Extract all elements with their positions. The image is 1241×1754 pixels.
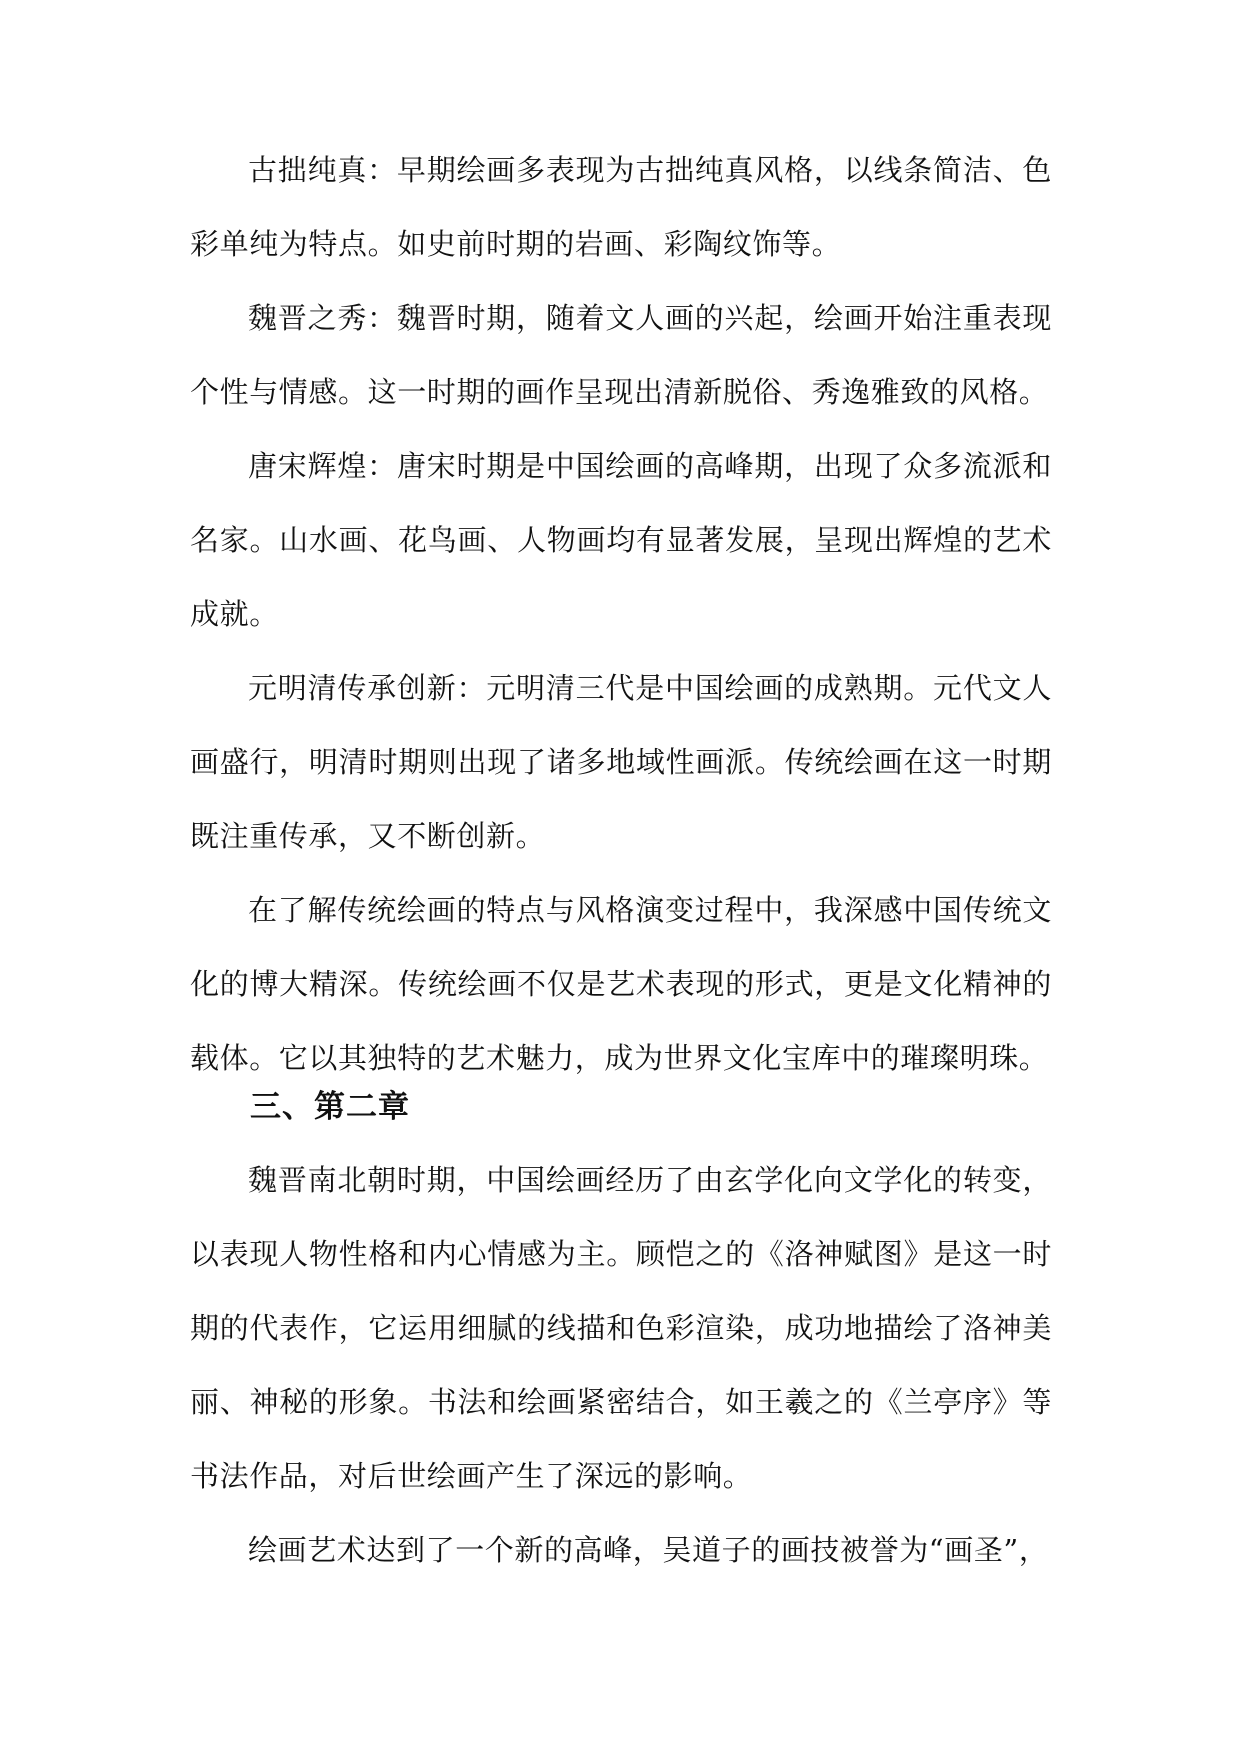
chapter-heading: 三、第二章 bbox=[250, 1089, 410, 1125]
paragraph-painting-peak: 绘画艺术达到了一个新的高峰，吴道子的画技被誉为“画圣”， bbox=[248, 1533, 1049, 1567]
section-two-body bbox=[190, 1143, 1052, 1587]
paragraph-wei-jin-style: 魏晋之秀：魏晋时期，随着文人画的兴起，绘画开始注重表现个性与情感。这一时期的画作呈现出清新脱俗、秀逸雅致的风格。 bbox=[190, 301, 1052, 409]
section-one-body bbox=[190, 133, 1052, 1095]
paragraph-archaic-style: 古拙纯真：早期绘画多表现为古拙纯真风格，以线条简洁、色彩单纯为特点。如史前时期的岩画、彩陶纹饰等。 bbox=[190, 153, 1052, 261]
paragraph-reflection: 在了解传统绘画的特点与风格演变过程中，我深感中国传统文化的博大精深。传统绘画不仅是艺术表现的形式，更是文化精神的载体。它以其独特的艺术魅力，成为世界文化宝库中的璀璨明珠。 bbox=[190, 893, 1052, 1075]
paragraph-yuan-ming-qing-style: 元明清传承创新：元明清三代是中国绘画的成熟期。元代文人画盛行，明清时期则出现了诸多地域性画派。传统绘画在这一时期既注重传承，又不断创新。 bbox=[190, 671, 1052, 853]
paragraph-wei-jin-southern-northern: 魏晋南北朝时期，中国绘画经历了由玄学化向文学化的转变，以表现人物性格和内心情感为主。顾恺之的《洛神赋图》是这一时期的代表作，它运用细腻的线描和色彩渲染，成功地描绘了洛神美丽、神秘的形象。书法和绘画紧密结合，如王羲之的《兰亭序》等书法作品，对后世绘画产生了深远的影响。 bbox=[190, 1163, 1052, 1493]
paragraph-tang-song-style: 唐宋辉煌：唐宋时期是中国绘画的高峰期，出现了众多流派和名家。山水画、花鸟画、人物画均有显著发展，呈现出辉煌的艺术成就。 bbox=[190, 449, 1052, 631]
